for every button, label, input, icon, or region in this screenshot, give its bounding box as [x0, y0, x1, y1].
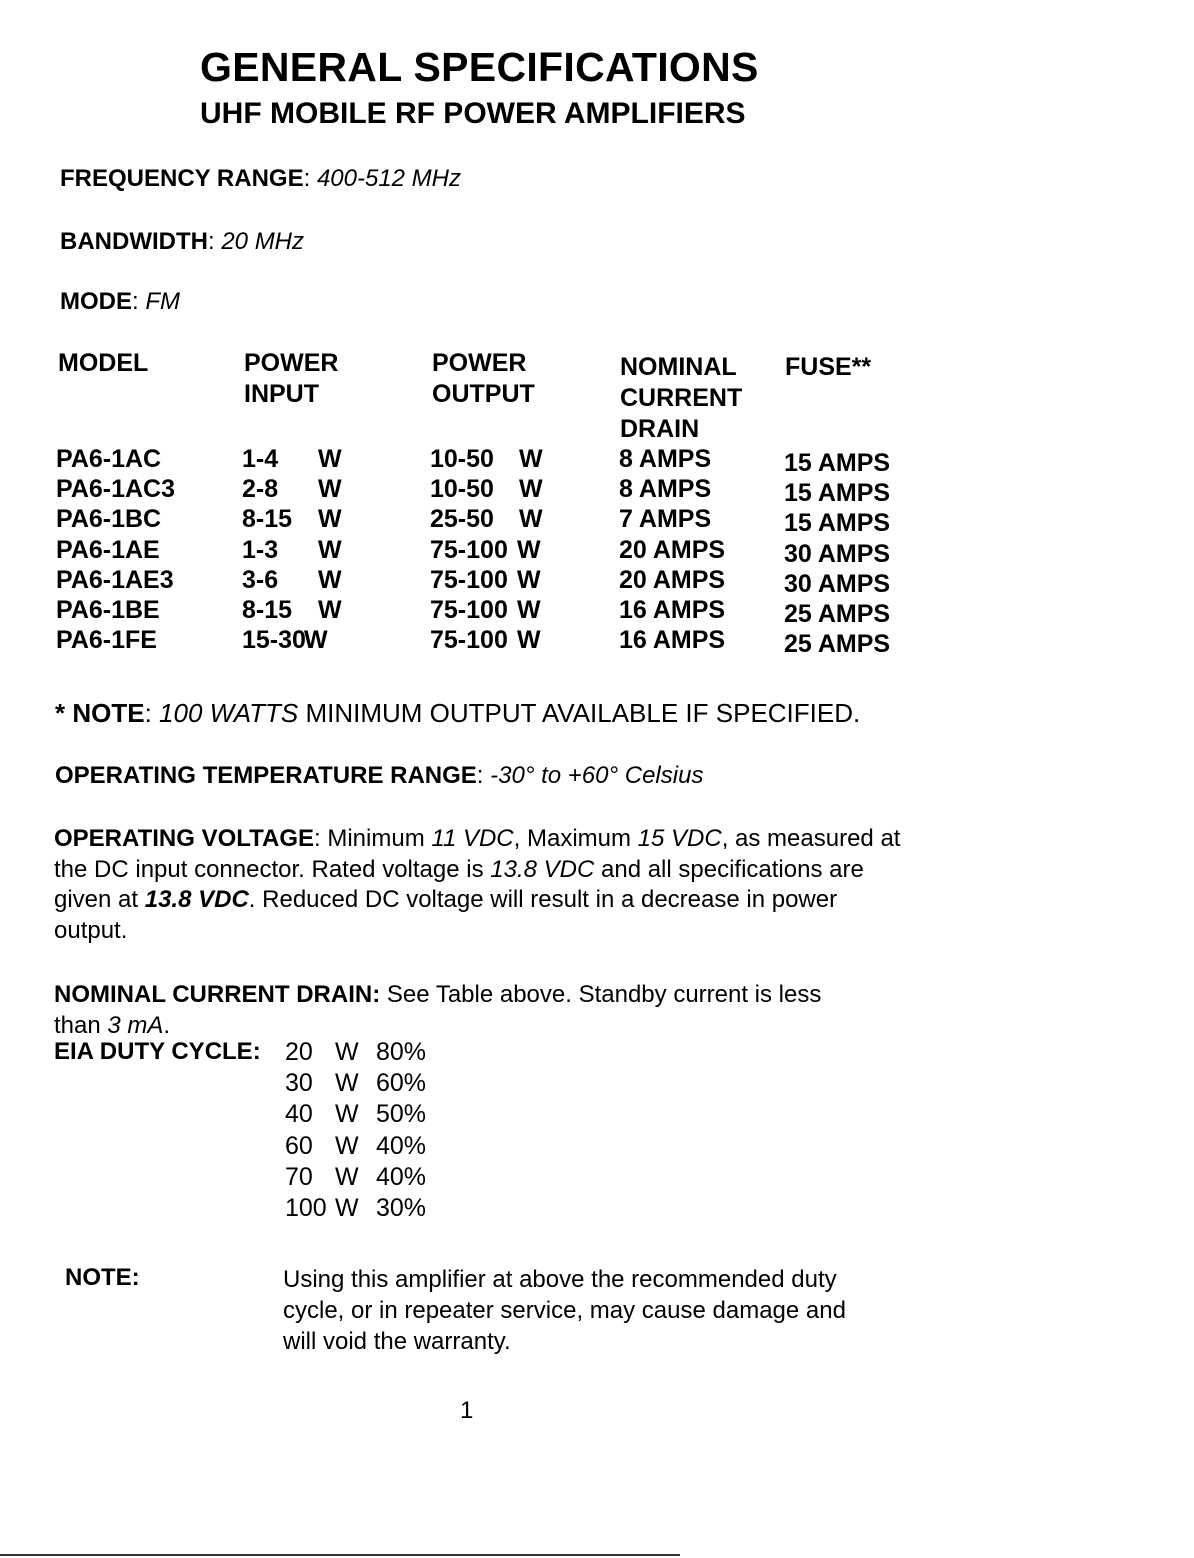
header-power-input	[244, 348, 338, 410]
header-power-output-line1: POWER	[432, 349, 527, 377]
duty-percent: 50%	[376, 1100, 427, 1129]
frequency-range: FREQUENCY RANGE: 400-512 MHz	[60, 165, 462, 192]
cell-power-output-unit: W	[517, 596, 541, 624]
current-drain-label: NOMINAL CURRENT DRAIN:	[54, 981, 381, 1008]
standby-current: 3 mA	[107, 1011, 164, 1039]
cell-power-output-unit: W	[519, 475, 543, 504]
voltage-spec: 13.8 VDC	[144, 886, 249, 913]
temperature-label: OPERATING TEMPERATURE RANGE	[55, 762, 477, 789]
cell-fuse: 15 AMPS	[784, 449, 891, 477]
voltage-rated: 13.8 VDC	[490, 855, 595, 883]
operating-temperature: OPERATING TEMPERATURE RANGE: -30° to +60° Celsius	[55, 762, 704, 789]
temperature-value: -30° to +60° Celsius	[490, 762, 704, 789]
duty-cycle-label-text: EIA DUTY CYCLE	[54, 1038, 253, 1065]
duty-percent: 40%	[376, 1162, 427, 1191]
voltage-text-1: Minimum	[327, 825, 425, 852]
cell-model: PA6-1AE	[56, 535, 160, 564]
cell-current-drain: 20 AMPS	[619, 565, 726, 594]
cell-model: PA6-1BC	[56, 505, 162, 534]
warning-text: Using this amplifier at above the recommended duty cycle, or in repeater service, may cause damage and will void the warranty.	[283, 1266, 846, 1355]
mode-value: FM	[145, 288, 180, 315]
header-current-line2: CURRENT	[620, 384, 743, 412]
current-drain-text: See Table above. Standby current is less than	[54, 981, 822, 1039]
duty-watts: 20	[285, 1038, 313, 1066]
cell-power-output: 75-100	[430, 596, 508, 624]
cell-current-drain: 16 AMPS	[619, 596, 726, 624]
voltage-max: 15 VDC	[637, 825, 722, 852]
header-current-drain	[620, 352, 742, 445]
duty-watts: 30	[285, 1069, 313, 1098]
cell-model: PA6-1AC	[56, 445, 162, 473]
note-emphasis: 100 WATTS	[159, 698, 299, 728]
cell-current-drain: 8 AMPS	[619, 475, 712, 504]
frequency-label: FREQUENCY RANGE	[60, 165, 304, 192]
frequency-value: 400-512 MHz	[316, 165, 462, 192]
cell-model: PA6-1AC3	[56, 475, 176, 504]
duty-watts: 70	[285, 1162, 313, 1191]
duty-unit: W	[335, 1038, 359, 1066]
cell-power-input-unit: W	[318, 505, 342, 534]
header-power-input-line1: POWER	[244, 349, 339, 377]
page-bottom-rule	[0, 1554, 680, 1556]
mode: MODE: FM	[60, 288, 180, 315]
header-power-output-line2: OUTPUT	[432, 380, 535, 408]
duty-percent: 40%	[376, 1131, 427, 1160]
cell-power-output: 10-50	[430, 445, 494, 473]
cell-current-drain: 8 AMPS	[619, 445, 712, 473]
cell-fuse: 15 AMPS	[784, 509, 891, 538]
cell-power-input: 3-6	[242, 565, 279, 594]
duty-cycle-label: EIA DUTY CYCLE:	[54, 1038, 261, 1065]
cell-current-drain: 7 AMPS	[619, 505, 712, 534]
voltage-text-5: . Reduced DC voltage will result in a decrease in power output.	[54, 886, 838, 944]
warning-label: NOTE:	[65, 1264, 140, 1291]
duty-percent: 80%	[376, 1038, 427, 1066]
cell-power-input-unit: W	[318, 596, 342, 624]
bandwidth-label: BANDWIDTH	[60, 228, 208, 255]
duty-unit: W	[335, 1069, 359, 1098]
cell-power-output-unit: W	[517, 535, 541, 564]
cell-fuse: 30 AMPS	[784, 569, 891, 598]
page-subtitle: UHF MOBILE RF POWER AMPLIFIERS	[200, 97, 746, 130]
cell-power-input: 15-30	[242, 626, 306, 655]
cell-current-drain: 20 AMPS	[619, 535, 726, 564]
cell-fuse: 25 AMPS	[784, 630, 891, 659]
note-label: * NOTE	[55, 698, 145, 728]
duty-watts: 100	[285, 1194, 327, 1222]
cell-fuse: 25 AMPS	[784, 600, 891, 628]
cell-power-output: 75-100	[430, 626, 508, 655]
cell-current-drain: 16 AMPS	[619, 626, 726, 655]
cell-power-output-unit: W	[517, 626, 541, 655]
duty-percent: 60%	[376, 1069, 427, 1098]
cell-power-input: 1-3	[242, 535, 279, 564]
cell-power-input-unit: W	[318, 535, 342, 564]
current-drain	[54, 980, 874, 1041]
cell-power-input-unit: W	[318, 475, 342, 504]
bandwidth-value: 20 MHz	[221, 228, 305, 255]
cell-power-output: 75-100	[430, 565, 508, 594]
duty-watts: 60	[285, 1131, 313, 1160]
duty-percent: 30%	[376, 1194, 427, 1222]
cell-power-input-unit: W	[304, 626, 328, 655]
cell-power-input: 8-15	[242, 505, 293, 534]
page-number: 1	[460, 1397, 474, 1424]
note-text: MINIMUM OUTPUT AVAILABLE IF SPECIFIED.	[305, 698, 861, 728]
cell-power-input: 1-4	[242, 445, 279, 473]
page-title: GENERAL SPECIFICATIONS	[200, 44, 759, 90]
duty-unit: W	[335, 1100, 359, 1129]
duty-watts: 40	[285, 1100, 313, 1129]
header-power-input-line2: INPUT	[244, 380, 319, 408]
cell-power-output-unit: W	[519, 505, 543, 534]
output-note: * NOTE: 100 WATTS MINIMUM OUTPUT AVAILABLE IF SPECIFIED.	[55, 698, 861, 728]
current-drain-end: .	[163, 1011, 171, 1039]
cell-power-input-unit: W	[318, 445, 342, 473]
cell-fuse: 15 AMPS	[784, 479, 891, 508]
cell-power-output: 25-50	[430, 505, 494, 534]
cell-power-input: 2-8	[242, 475, 279, 504]
mode-label: MODE	[60, 288, 132, 315]
voltage-text-2: , Maximum	[513, 825, 631, 852]
cell-model: PA6-1AE3	[56, 565, 174, 594]
duty-unit: W	[335, 1194, 359, 1222]
cell-power-output: 75-100	[430, 535, 508, 564]
header-current-line3: DRAIN	[620, 415, 700, 443]
cell-fuse: 30 AMPS	[784, 539, 891, 568]
header-current-line1: NOMINAL	[620, 353, 737, 381]
cell-power-output-unit: W	[519, 445, 543, 473]
voltage-min: 11 VDC	[431, 825, 514, 852]
cell-power-output-unit: W	[517, 565, 541, 594]
duty-unit: W	[335, 1131, 359, 1160]
operating-voltage: OPERATING VOLTAGE: Minimum 11 VDC, Maximum 15 VDC, as measured at the DC input connector. Rated voltage is 13.8 VDC and all specifications are given at 13.8 VDC. Reduced DC voltage will result in a decrease in power output.	[54, 825, 901, 944]
cell-power-input: 8-15	[242, 596, 293, 624]
header-power-output	[432, 348, 535, 410]
cell-power-input-unit: W	[318, 565, 342, 594]
bandwidth: BANDWIDTH: 20 MHz	[60, 228, 305, 255]
voltage-text-4: and all specifications are given at	[54, 855, 864, 913]
cell-model: PA6-1FE	[56, 626, 157, 655]
voltage-text-3: , as measured at the DC input connector. Rated voltage is	[54, 825, 901, 883]
header-fuse: FUSE**	[785, 353, 872, 381]
header-model: MODEL	[58, 349, 149, 377]
duty-unit: W	[335, 1162, 359, 1191]
cell-model: PA6-1BE	[56, 596, 160, 624]
cell-power-output: 10-50	[430, 475, 494, 504]
voltage-label: OPERATING VOLTAGE	[54, 825, 315, 852]
